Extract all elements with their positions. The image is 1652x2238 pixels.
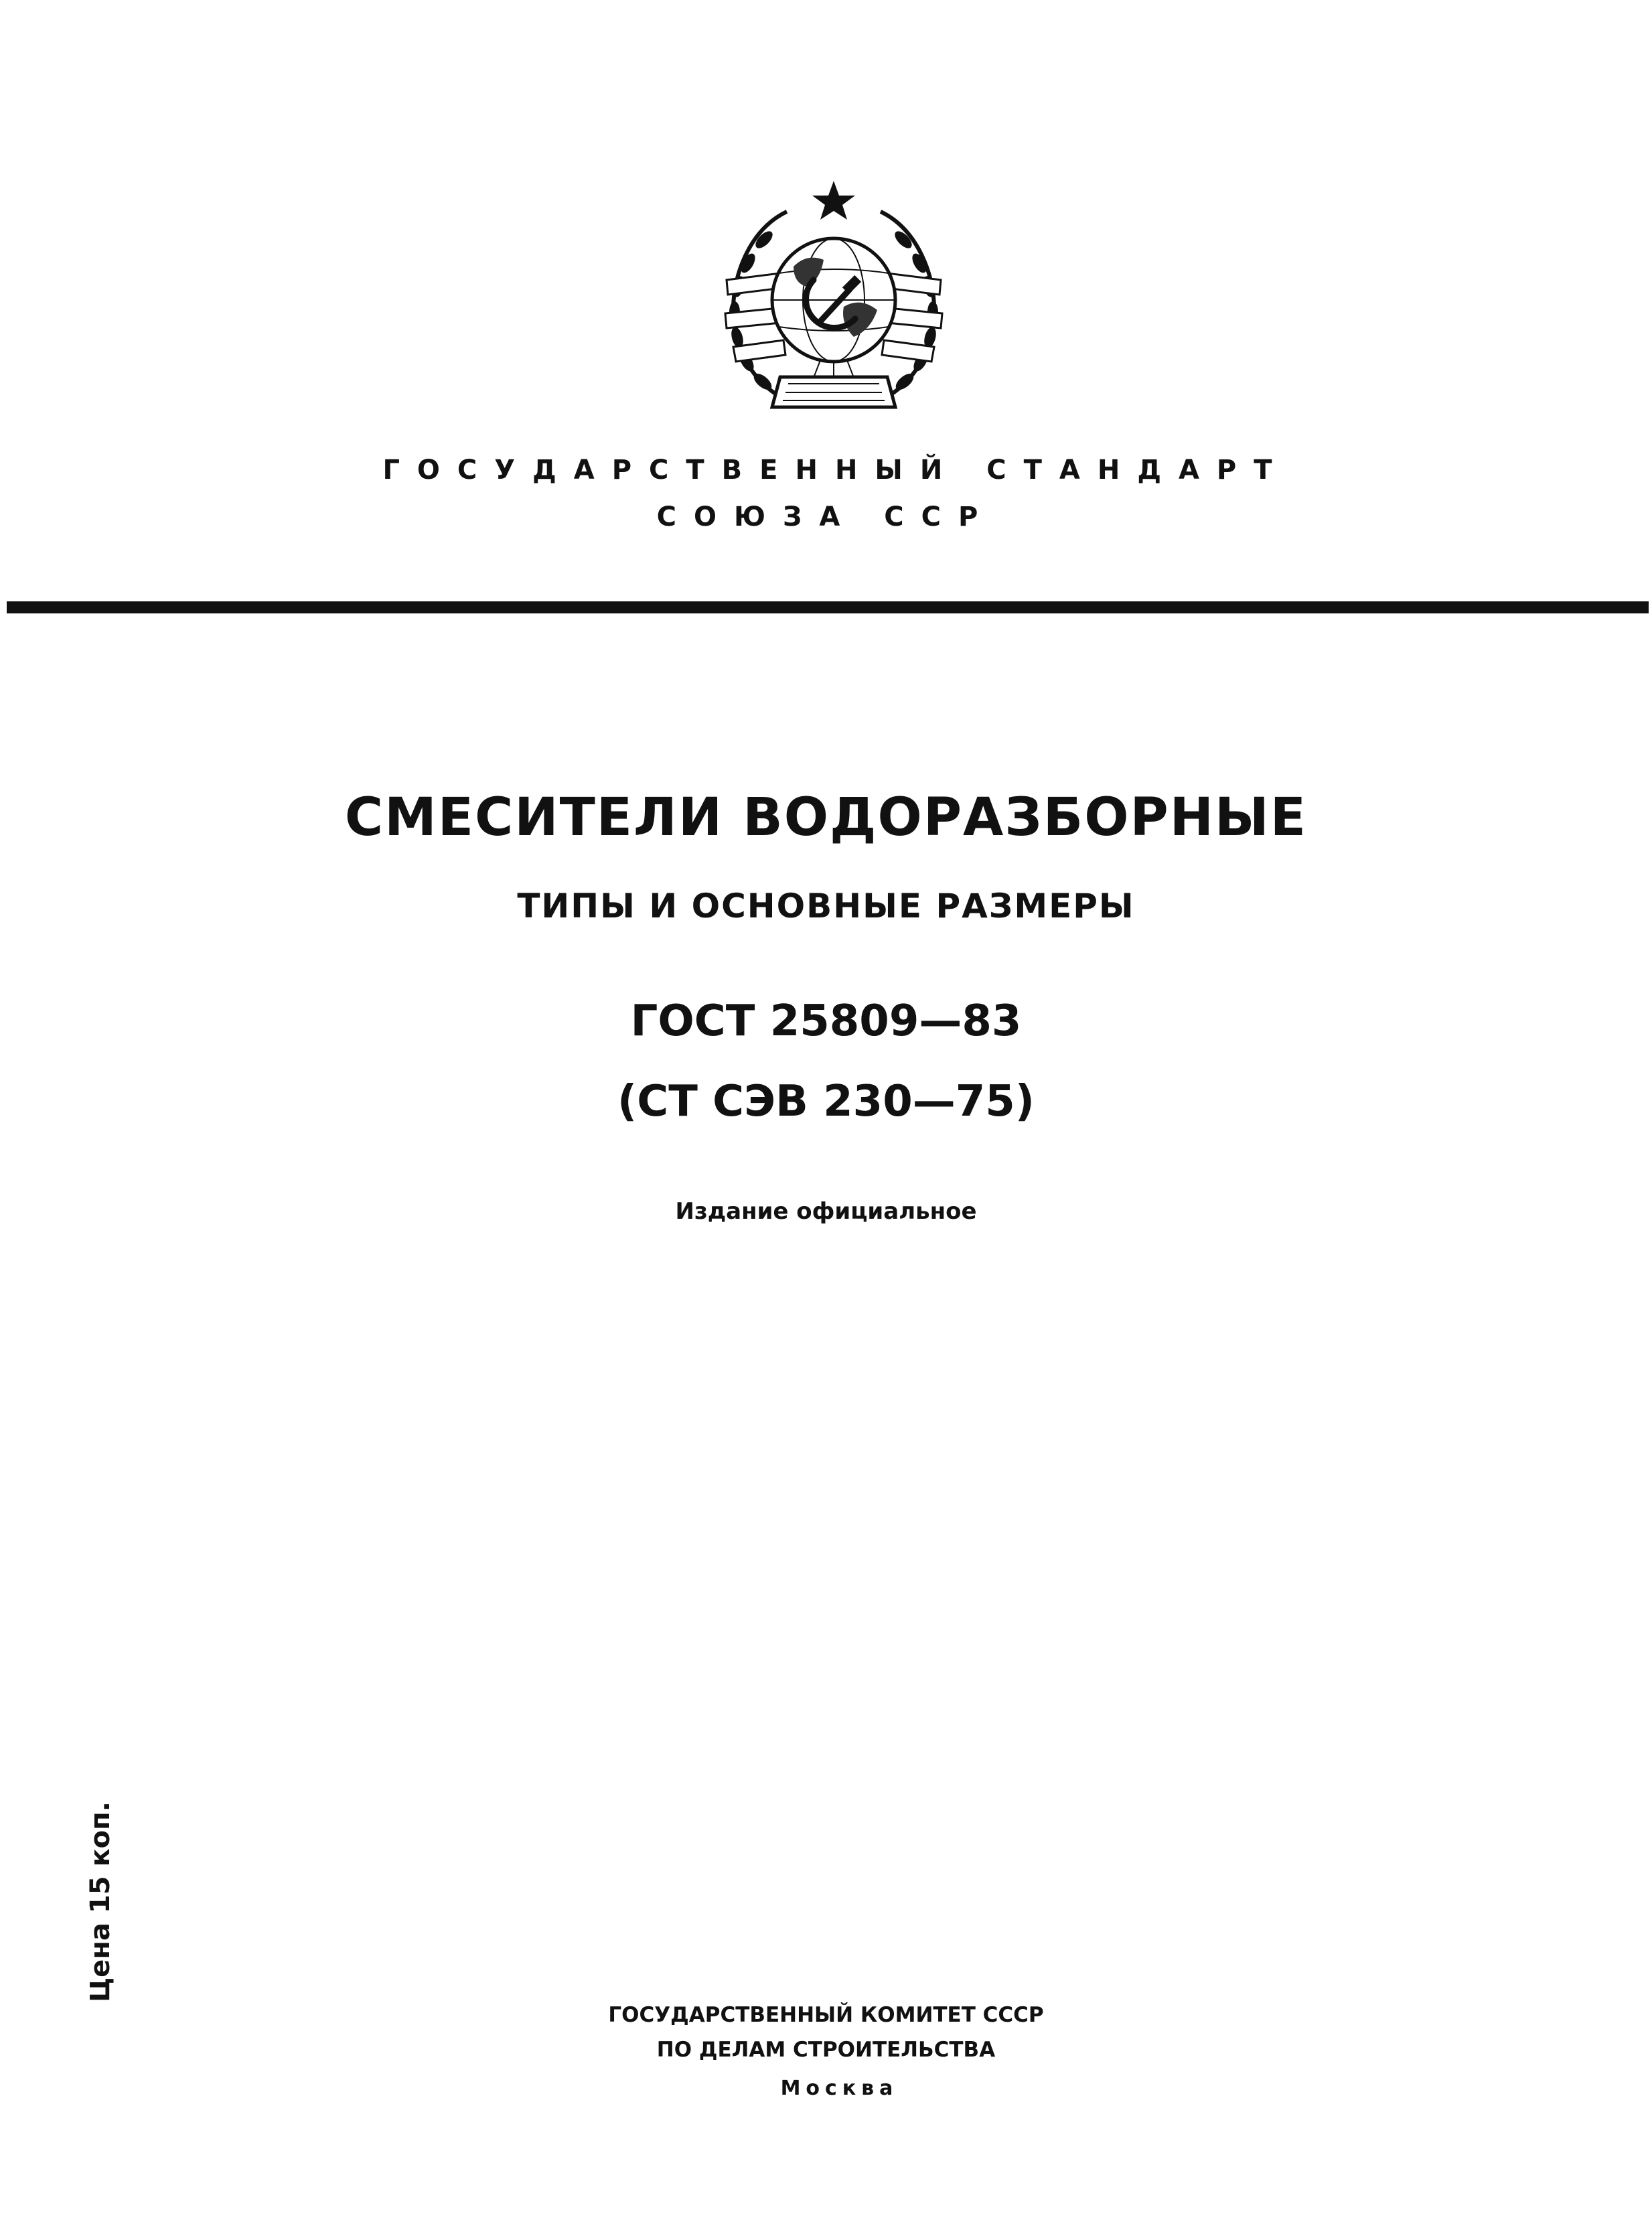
ussr-state-emblem-icon — [706, 179, 961, 427]
header-union-title: СОЮЗА ССР — [656, 502, 996, 532]
publisher-line-2: ПО ДЕЛАМ СТРОИТЕЛЬСТВА — [656, 2038, 996, 2062]
document-title: СМЕСИТЕЛИ ВОДОРАЗБОРНЫЕ — [344, 788, 1308, 848]
publisher-city: Москва — [780, 2077, 899, 2100]
edition-note: Издание официальное — [675, 1198, 977, 1225]
price-label — [80, 1801, 121, 2002]
publisher-line-1: ГОСУДАРСТВЕННЫЙ КОМИТЕТ СССР — [608, 2003, 1044, 2027]
price-text: Цена 15 коп. — [85, 1801, 116, 2002]
header-standard-title: ГОСУДАРСТВЕННЫЙ СТАНДАРТ — [382, 455, 1290, 486]
document-subtitle: ТИПЫ И ОСНОВНЫЕ РАЗМЕРЫ — [517, 887, 1135, 925]
divider-rule — [7, 601, 1649, 613]
gost-number: ГОСТ 25809—83 — [630, 996, 1022, 1046]
st-sev-number: (СТ СЭВ 230—75) — [617, 1077, 1035, 1126]
